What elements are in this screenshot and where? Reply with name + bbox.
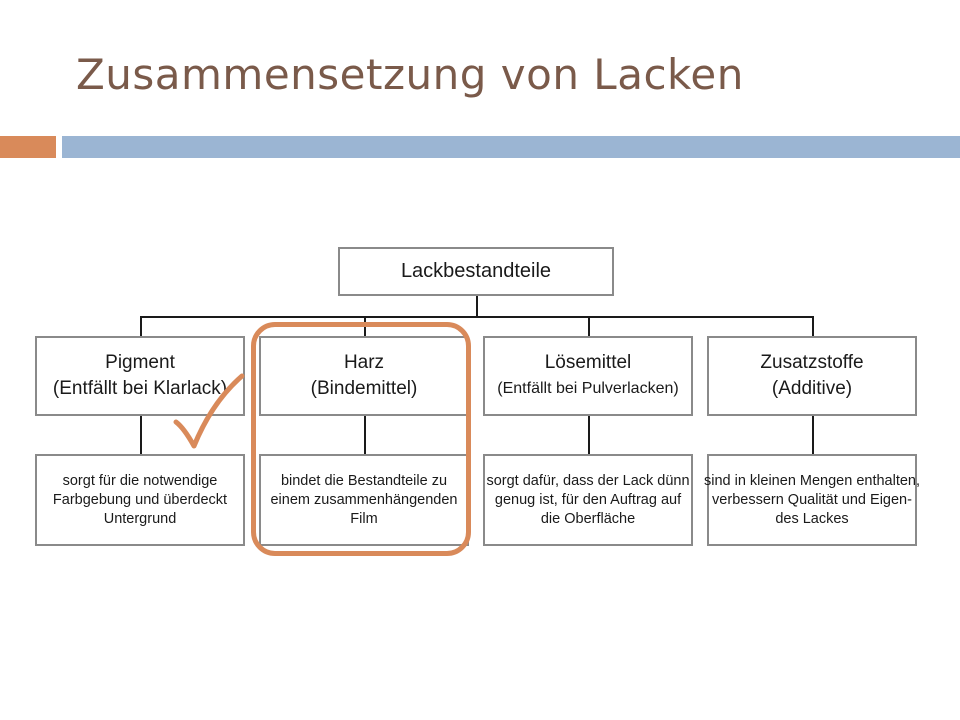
description-box-zusatzstoffe (703, 454, 921, 546)
root-box (338, 247, 614, 296)
slide-title: Zusammensetzung von Lacken (76, 50, 744, 99)
description-line: genug ist, für den Auftrag auf (494, 491, 682, 508)
category-subtitle-loesemittel: (Entfällt bei Pulverlacken) (497, 380, 679, 397)
description-line: Untergrund (103, 510, 177, 527)
connector-zusatzstoffe (812, 316, 814, 336)
description-line: des Lackes (775, 510, 849, 527)
harz-highlight-frame (251, 322, 471, 556)
description-line: sind in kleinen Mengen enthalten, (703, 472, 921, 489)
connector-pigment (140, 316, 142, 336)
connector-loesemittel (588, 316, 590, 336)
description-line: sorgt für die notwendige (62, 472, 218, 489)
category-box-zusatzstoffe (707, 336, 917, 416)
connector-horizontal (140, 316, 812, 318)
category-title-zusatzstoffe: Zusatzstoffe (760, 352, 864, 373)
category-title-harz: Harz (343, 352, 385, 373)
category-subtitle-harz: (Bindemittel) (310, 378, 418, 399)
checkmark-icon (168, 372, 248, 452)
category-subtitle-zusatzstoffe: (Additive) (771, 378, 853, 399)
connector-root-down (476, 296, 478, 316)
root-label: Lackbestandteile (400, 260, 552, 282)
checkmark-stroke (176, 376, 242, 446)
category-title-loesemittel: Lösemittel (544, 352, 632, 373)
description-box-loesemittel (483, 454, 693, 546)
category-title-pigment: Pigment (105, 352, 175, 373)
description-line: verbessern Qualität und Eigen- (712, 491, 912, 508)
description-line: die Oberfläche (540, 510, 636, 527)
description-line: Film (350, 510, 378, 527)
category-box-loesemittel (483, 336, 693, 416)
connector-loesemittel-desc (588, 416, 590, 454)
description-line: einem zusammenhängenden (270, 491, 458, 508)
description-line: sorgt dafür, dass der Lack dünn (486, 472, 690, 489)
description-box-pigment (35, 454, 245, 546)
connector-zusatzstoffe-desc (812, 416, 814, 454)
description-line: bindet die Bestandteile zu (280, 472, 448, 489)
category-subtitle-pigment: (Entfällt bei Klarlack) (52, 378, 228, 399)
description-line: Farbgebung und überdeckt (52, 491, 228, 508)
connector-pigment-desc (140, 416, 142, 454)
